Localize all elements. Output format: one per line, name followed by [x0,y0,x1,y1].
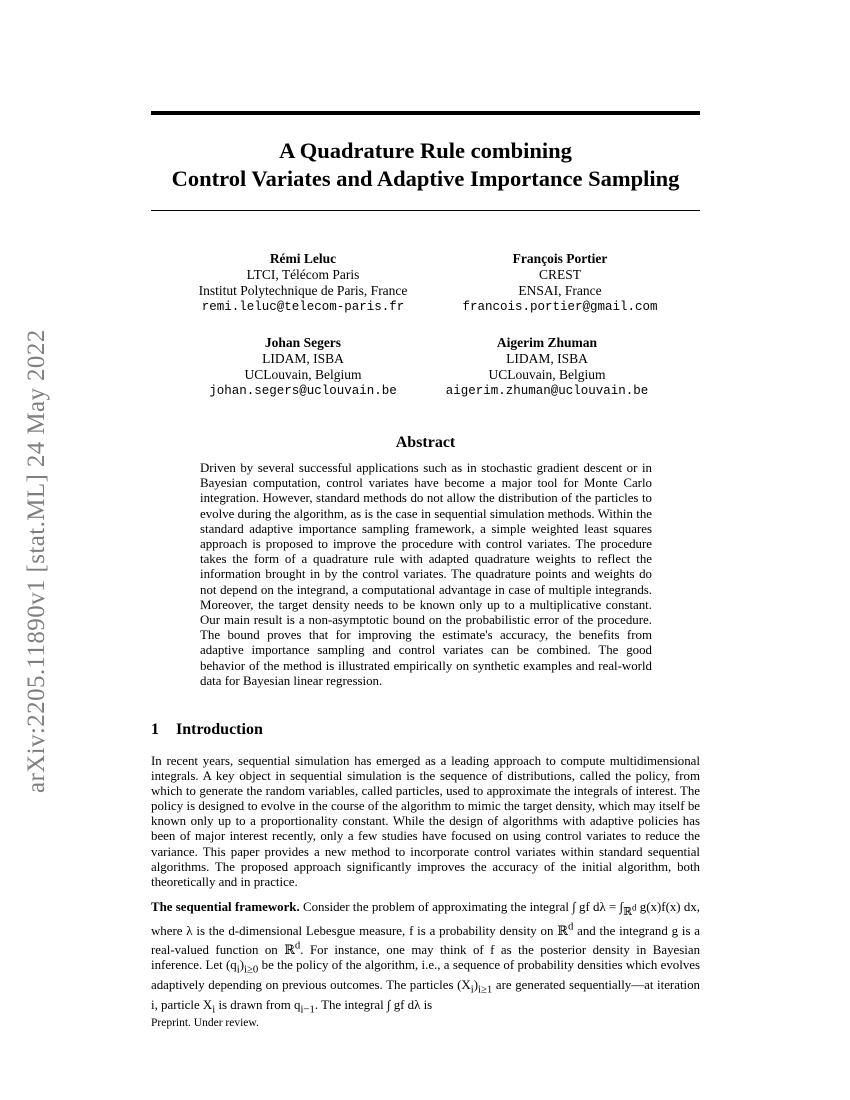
title-line-2: Control Variates and Adaptive Importance Sampling [171,166,680,191]
author-email[interactable]: francois.portier@gmail.com [462,300,658,314]
arxiv-identifier-stamp: arXiv:2205.11890v1 [stat.ML] 24 May 2022 [23,329,50,793]
author-affiliation: ENSAI, France [518,283,602,298]
text-segment: are generated sequentially—at iteration i, particle X [151,978,701,1012]
author-block-3 [163,335,443,399]
paragraph-run-in-heading: The sequential framework. [151,900,300,914]
author-block-2 [420,251,700,315]
section-number: 1 [151,721,159,738]
author-affiliation: CREST [538,267,581,282]
math-subscript: i≥1 [478,983,493,996]
text-segment: is drawn from q [215,997,301,1012]
intro-paragraph: In recent years, sequential simulation has emerged as a leading approach to compute multidimensional integrals. A key object in sequential simulation is the sequence of distributions, called the policy, from which to generate the random variables, called particles, used to approximate the integrals of interest. The policy is designed to evolve in the course of the algorithm to mimic the target density, which may itself be known only up to a proportionality constant. While the design of algorithms with adaptive policies has been of major interest recently, only a few studies have focused on using control variates to reduce the variance. This paper provides a new method to incorporate control variates within standard sequential algorithms. The proposed approach significantly improves the accuracy of the initial algorithm, both theoretically and in practice. [151,754,700,889]
title-rule-bottom [151,210,700,211]
author-affiliation: UCLouvain, Belgium [488,367,606,382]
math-subscript: i−1 [300,1003,315,1016]
author-name: François Portier [512,251,608,266]
text-segment: Consider the problem of approximating the integral ∫ gf dλ = ∫ [302,900,624,914]
paper-title [151,137,700,193]
author-block-1 [163,251,443,315]
math-subscript: i [236,964,240,977]
math-subscript: i [470,983,474,996]
author-affiliation: Institut Polytechnique de Paris, France [198,283,408,298]
abstract-heading: Abstract [395,434,456,451]
author-block-4 [407,335,687,399]
text-segment: g(x)f(x) dx, where λ is the d-dimensional Lebesgue measure, f is a probability density on ℝ [151,900,700,938]
title-line-1: A Quadrature Rule combining [279,138,572,163]
author-affiliation: LIDAM, ISBA [506,351,588,366]
math-subscript [623,902,637,918]
text-segment: . The integral ∫ gf dλ is [314,997,433,1012]
math-superscript: d [567,920,574,933]
sequential-framework-paragraph [151,900,700,1017]
text-segment: and the integrand g is a real-valued function on ℝ [151,923,700,958]
text-segment: ) [473,978,478,993]
math-subscript: i≥0 [244,964,259,977]
author-email[interactable]: remi.leluc@telecom-paris.fr [201,300,405,314]
math-subscript: i [212,1003,216,1016]
text-segment: ℝ [623,905,633,918]
abstract-text: Driven by several successful applications such as in stochastic gradient descent or in Bayesian computation, control variates have become a major tool for Monte Carlo integration. However, standard methods do not allow the distribution of the particles to evolve during the algorithm, as is the case in sequential simulation methods. Within the standard adaptive importance sampling framework, a simple weighted least squares approach is proposed to improve the procedure with control variates. The procedure takes the form of a quadrature rule with adapted quadrature weights to reflect the information brought in by the control variates. The quadrature points and weights do not depend on the integrand, a computational advantage in case of multiple integrands. Moreover, the target density needs to be known only up to a multiplicative constant. Our main result is a non-asymptotic bound on the probabilistic error of the procedure. The bound proves that for improving the estimate's accuracy, the benefits from adaptive importance sampling and control variates can be combined. The good behavior of the method is illustrated empirically on synthetic examples and real-world data for Bayesian linear regression. [200,461,652,688]
section-heading-introduction [151,721,263,739]
author-affiliation: LIDAM, ISBA [262,351,344,366]
author-name: Rémi Leluc [269,251,337,266]
author-affiliation: UCLouvain, Belgium [244,367,362,382]
author-affiliation: LTCI, Télécom Paris [246,267,360,282]
text-segment: be the policy of the algorithm, i.e., a sequence of probability densities which evolves adaptively depending on previous outcomes. The particles (X [151,958,700,993]
math-superscript: d [294,940,301,953]
author-email[interactable]: johan.segers@uclouvain.be [209,384,397,398]
text-segment: . For instance, one may think of f as the posterior density in Bayesian inference. Let (q [151,943,701,973]
author-name: Aigerim Zhuman [496,335,598,350]
footer-note: Preprint. Under review. [151,1017,259,1029]
math-superscript: d [632,902,637,912]
paragraph-text [151,900,701,1016]
section-title: Introduction [176,721,263,738]
text-segment: ) [239,958,245,973]
author-email[interactable]: aigerim.zhuman@uclouvain.be [445,384,649,398]
title-rule-top [151,111,700,115]
author-name: Johan Segers [264,335,342,350]
